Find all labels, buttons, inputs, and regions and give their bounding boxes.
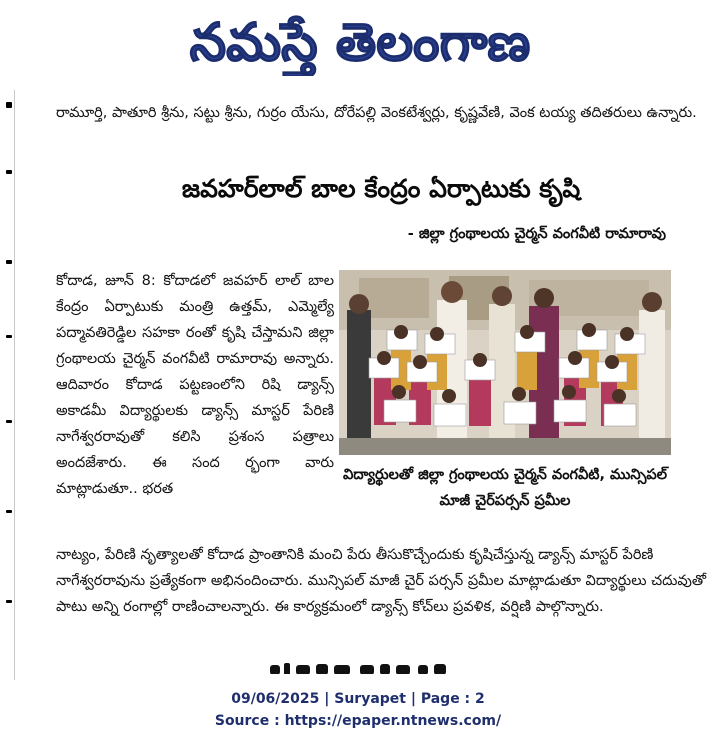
source-footer	[0, 688, 716, 732]
body-wide-text: నాట్యం, పేరిణి నృత్యాలతో కోదాడ ప్రాంతానికి మంచి పేరు తీసుకొచ్చేందుకు కృషిచేస్తున్న డ్యాన్స్ మాస్టర్ పేరిణి నాగేశ్వరరావును ప్రత్యేకంగా అభినందించారు. మున్సిపల్ మాజీ చైర్ పర్సన్ ప్రమీల మాట్లాడుతూ విద్యార్థులు చదువుతో పాటు అన్ని రంగాల్లో రాణించాలన్నారు. ఈ కార్యక్రమంలో డ్యాన్స్ కోచ్‌లు ప్రవళిక, వర్షిణి పాల్గొన్నారు.	[56, 547, 706, 615]
article-body-wide	[56, 542, 706, 620]
article-headline: జవహర్‌లాల్ బాల కేంద్రం ఏర్పాటుకు కృషి	[181, 174, 581, 203]
column-rule	[14, 90, 15, 680]
article-byline: - జిల్లా గ్రంథాలయ చైర్మన్ వంగవీటి రామారావు	[407, 226, 666, 242]
date-edition-line: 09/06/2025 | Suryapet | Page : 2	[231, 691, 485, 707]
article-body-column	[56, 268, 334, 502]
body-column-text: కోదాడ, జూన్ 8: కోదాడలో జవహర్ లాల్ బాల కేంద్రం ఏర్పాటుకు మంత్రి ఉత్తమ్, ఎమ్మెల్యే పద్మావతిరెడ్డిల సహకా రంతో కృషి చేస్తామని జిల్లా గ్రంథాలయ చైర్మన్ వంగవీటి రామారావు అన్నారు. ఆదివారం కోదాడ పట్టణంలోని రిషి డ్యాన్స్ అకాడమీ విద్యార్థులకు డ్యాన్స్ మాస్టర్ పేరిణి నాగేశ్వరరావుతో కలిసి ప్రశంస పత్రాలు అందజేశారు. ఈ సంద ర్భంగా వారు మాట్లాడుతూ.. భరత	[56, 273, 334, 497]
next-article-fragment	[268, 660, 468, 674]
photo-caption: విద్యార్థులతో జిల్లా గ్రంథాలయ చైర్మన్ వంగవీటి, మున్సిపల్ మాజీ చైర్‌పర్సన్ ప్రమీల	[343, 467, 667, 509]
margin-marks	[0, 90, 14, 680]
source-link[interactable]: Source : https://epaper.ntnews.com/	[214, 713, 502, 729]
article-photo	[339, 270, 671, 455]
intro-paragraph: రామూర్తి, పాతూరి శ్రీను, సట్టు శ్రీను, గుర్రం యేసు, దోరేపల్లి వెంకటేశ్వర్లు, కృష్ణవేణి, వెంక టయ్య తదితరులు ఉన్నారు.	[56, 105, 697, 121]
svg-text:నమస్తే తెలంగాణ: నమస్తే తెలంగాణ	[189, 13, 531, 73]
